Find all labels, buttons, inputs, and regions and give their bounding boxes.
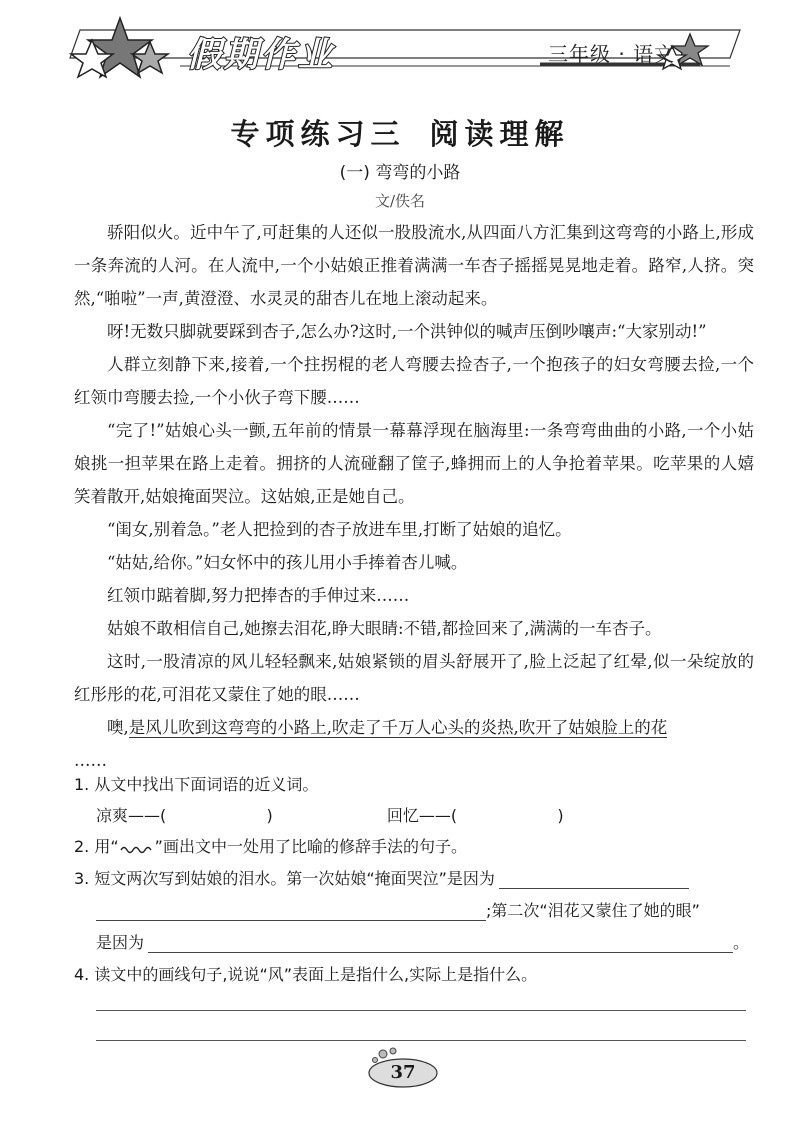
- paragraph: 姑娘不敢相信自己,她擦去泪花,睁大眼睛:不错,都捡回来了,满满的一车杏子。: [107, 619, 662, 638]
- question-2: [74, 834, 467, 857]
- q2-suffix: ”画出文中一处用了比喻的修辞手法的句子。: [154, 837, 467, 856]
- paragraph: 这时,一股清凉的风儿轻轻飘来,姑娘紧锁的眉头舒展开了,脸上泛起了红晕,似一朵绽放的红彤彤的花,可泪花又蒙住了她的眼……: [74, 652, 754, 704]
- page-number: 37: [390, 1062, 416, 1083]
- article-body: [74, 216, 754, 777]
- page-number-badge: [353, 1046, 453, 1092]
- q1-word-b: 回忆——(: [386, 806, 458, 825]
- answer-line-q3c[interactable]: [148, 934, 733, 953]
- answer-line-q3a[interactable]: [499, 870, 689, 889]
- paragraph: “姑姑,给你。”妇女怀中的孩儿用小手捧着杏儿喊。: [107, 553, 468, 572]
- book-title: 假期作业: [187, 35, 335, 75]
- question-1-items: [96, 803, 564, 826]
- page-header: [0, 0, 800, 100]
- paragraph: 骄阳似火。近中午了,可赶集的人还似一股股流水,从四面八方汇集到这弯弯的小路上,形成一条奔流的人河。在人流中,一个小姑娘正推着满满一车杏子摇摇晃晃地走着。路窄,人挤。突然,“啪啦”一声,黄澄澄、水灵灵的甜杏儿在地上滚动起来。: [74, 223, 754, 308]
- grade-subject: 三年级 · 语文: [548, 42, 676, 66]
- last-prefix: 噢,: [107, 718, 129, 737]
- q1-word-a: 凉爽——(: [96, 806, 167, 825]
- page-title: [0, 112, 800, 153]
- question-3-end: [96, 930, 749, 953]
- q3-end-suffix: 。: [733, 933, 750, 952]
- article-author: 文/佚名: [374, 192, 426, 210]
- last-suffix: ……: [74, 751, 107, 770]
- answer-line-q3b[interactable]: [96, 902, 486, 921]
- answer-line-q4b[interactable]: [96, 1040, 746, 1041]
- header-banner-graphic: [0, 0, 800, 100]
- paragraph: “闺女,别着急。”老人把捡到的杏子放进车里,打断了姑娘的追忆。: [107, 520, 572, 539]
- q3-end-prefix: 是因为: [96, 933, 145, 952]
- q2-prefix: 2. 用“: [74, 837, 119, 856]
- article-heading: (一) 弯弯的小路: [339, 163, 461, 183]
- q3-mid: ;第二次“泪花又蒙住了她的眼”: [486, 901, 700, 920]
- question-1: 1. 从文中找出下面词语的近义词。: [74, 775, 319, 794]
- question-4: 4. 读文中的画线句子,说说“风”表面上是指什么,实际上是指什么。: [74, 965, 538, 984]
- answer-blank-b[interactable]: [462, 808, 552, 826]
- answer-line-q4a[interactable]: [96, 1010, 746, 1011]
- answer-blank-a[interactable]: [171, 808, 261, 826]
- q3-text: 3. 短文两次写到姑娘的泪水。第一次姑娘“掩面哭泣”是因为: [74, 869, 495, 888]
- star-cluster-left-icon: [71, 18, 168, 77]
- q1-close-a: ): [266, 806, 273, 825]
- paragraph: “完了!”姑娘心头一颤,五年前的情景一幕幕浮现在脑海里:一条弯弯曲曲的小路,一个小姑娘挑一担苹果在路上走着。拥挤的人流碰翻了筐子,蜂拥而上的人争抢着苹果。吃苹果的人嬉笑着散开,姑娘掩面哭泣。这姑娘,正是她自己。: [74, 421, 754, 506]
- question-3-cont: [96, 898, 700, 921]
- question-3: [74, 866, 689, 889]
- q1-close-b: ): [557, 806, 564, 825]
- wavy-line-icon: [119, 841, 155, 855]
- underlined-sentence: 是风儿吹到这弯弯的小路上,吹走了千万人心头的炎热,吹开了姑娘脸上的花: [128, 718, 668, 737]
- title-part1: 专项练习三: [230, 117, 406, 151]
- last-paragraph: [74, 711, 754, 744]
- title-part2: 阅读理解: [429, 117, 570, 151]
- paragraph: 人群立刻静下来,接着,一个拄拐棍的老人弯腰去捡杏子,一个抱孩子的妇女弯腰去捡,一个红领巾弯腰去捡,一个小伙子弯下腰……: [74, 355, 754, 407]
- paragraph: 呀!无数只脚就要踩到杏子,怎么办?这时,一个洪钟似的喊声压倒吵嚷声:“大家别动!”: [107, 322, 707, 341]
- paragraph: 红领巾踮着脚,努力把捧杏的手伸过来……: [107, 586, 410, 605]
